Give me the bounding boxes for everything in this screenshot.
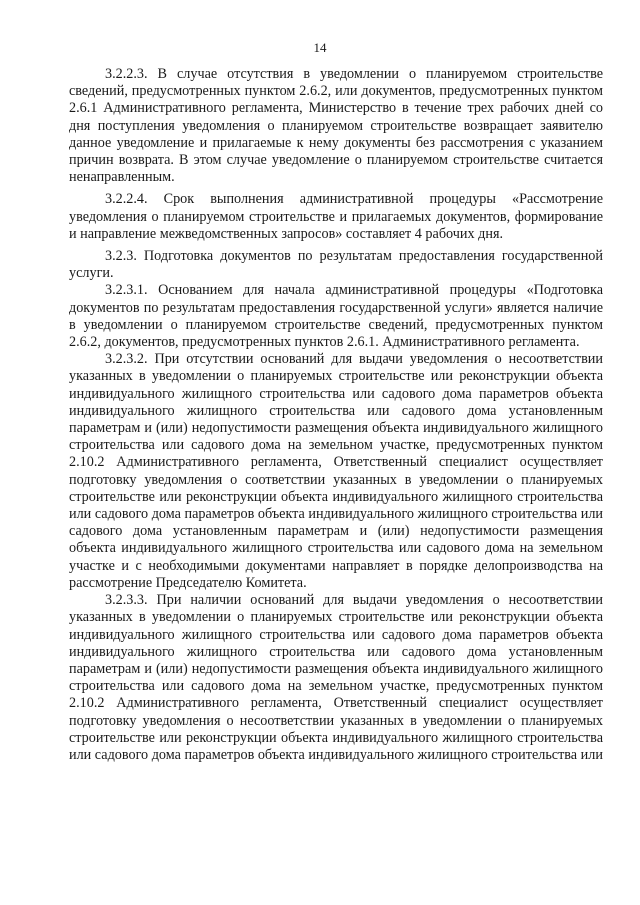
document-body <box>69 66 603 764</box>
paragraph-3-2-2-4: 3.2.2.4. Срок выполнения административной процедуры «Рассмотрение уведомления о планируемом строительстве и прилагаемых документов, формирование и направление межведомственных запросов» составляет 4 рабочих дня. <box>69 191 603 242</box>
paragraph-3-2-3-2: 3.2.3.2. При отсутствии оснований для выдачи уведомления о несоответствии указанных в уведомлении о планируемых строительстве или реконструкции объекта индивидуального жилищного строительства или садового дома параметров объекта индивидуального жилищного строительства или садового дома установленным параметрам и (или) недопустимости размещения объекта индивидуального жилищного строительства или садового дома на земельном участке, предусмотренных пунктом 2.10.2 Административного регламента, Ответственный специалист осуществляет подготовку уведомления о соответствии указанных в уведомлении о планируемых строительстве или реконструкции объекта индивидуального жилищного строительства или садового дома параметров объекта индивидуального жилищного строительства или садового дома установленным параметрам и (или) недопустимости размещения объекта индивидуального жилищного строительства или садового дома на земельном участке и с необходимыми документами направляет в порядке делопроизводства на рассмотрение Председателю Комитета. <box>69 351 603 591</box>
page-number: 14 <box>313 40 327 55</box>
paragraph-3-2-3-1: 3.2.3.1. Основанием для начала административной процедуры «Подготовка документов по результатам предоставления государственной услуги» является наличие в уведомлении о планируемом строительстве сведений, предусмотренных пунктом 2.6.2, документов, предусмотренных пунктов 2.6.1. Административного регламента. <box>69 282 603 351</box>
paragraph-3-2-3-3: 3.2.3.3. При наличии оснований для выдачи уведомления о несоответствии указанных в уведомлении о планируемых строительстве или реконструкции объекта индивидуального жилищного строительства или садового дома параметров объекта индивидуального жилищного строительства или садового дома установленным параметрам и (или) недопустимости размещения объекта индивидуального жилищного строительства или садового дома на земельном участке, предусмотренных пунктом 2.10.2 Административного регламента, Ответственный специалист осуществляет подготовку уведомления о несоответствии указанных в уведомлении о планируемых строительстве или реконструкции объекта индивидуального жилищного строительства или садового дома параметров объекта индивидуального жилищного строительства или <box>69 592 603 763</box>
paragraph-3-2-2-3: 3.2.2.3. В случае отсутствия в уведомлении о планируемом строительстве сведений, предусмотренных пунктом 2.6.2, или документов, предусмотренных пунктом 2.6.1 Административного регламента, Министерство в течение трех рабочих дней со дня поступления уведомления о планируемом строительстве возвращает заявителю данное уведомление и прилагаемые к нему документы без рассмотрения с указанием причин возврата. В этом случае уведомление о планируемом строительстве считается ненаправленным. <box>69 66 603 186</box>
section-heading-3-2-3: 3.2.3. Подготовка документов по результатам предоставления государственной услуги. <box>69 248 603 282</box>
